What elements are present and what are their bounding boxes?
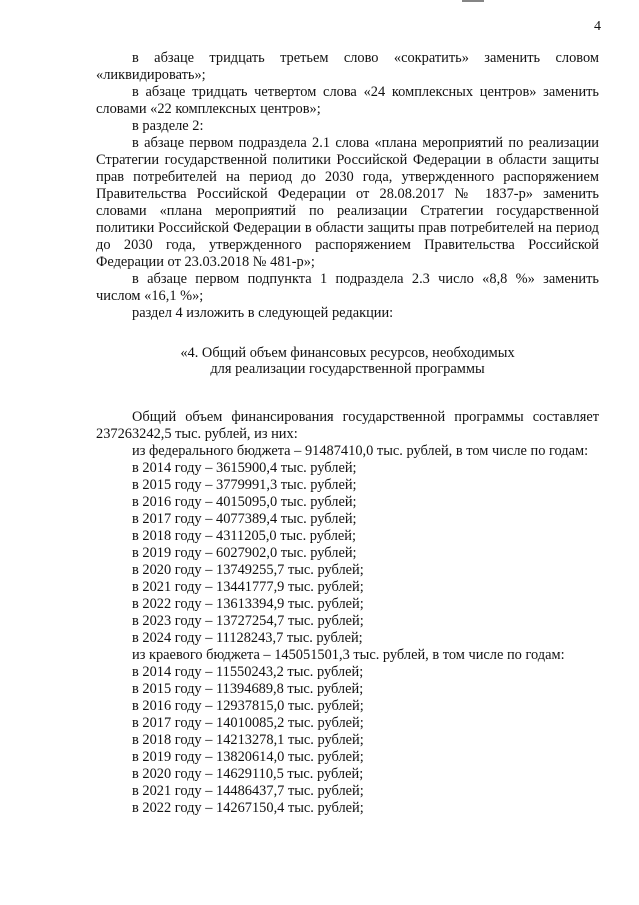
document-body [96,50,599,817]
paragraph: в абзаце тридцать третьем слово «сократить» заменить словом «ликвидировать»; [96,50,599,83]
list-item: в 2014 году – 3615900,4 тыс. рублей; [132,460,357,476]
list-item: в 2017 году – 4077389,4 тыс. рублей; [132,511,357,527]
list-item: в 2019 году – 13820614,0 тыс. рублей; [132,749,364,765]
list-item: в 2024 году – 11128243,7 тыс. рублей; [132,630,363,646]
list-item: в 2015 году – 11394689,8 тыс. рублей; [132,681,364,697]
list-item: в 2017 году – 14010085,2 тыс. рублей; [132,715,364,731]
paragraph: раздел 4 изложить в следующей редакции: [132,305,394,321]
regional-budget-intro: из краевого бюджета – 145051501,3 тыс. рублей, в том числе по годам: [132,647,565,663]
list-item: в 2018 году – 14213278,1 тыс. рублей; [132,732,364,748]
paragraph: в абзаце тридцать четвертом слова «24 комплексных центров» заменить словами «22 комплексных центров»; [96,84,599,117]
paragraph: в разделе 2: [132,118,204,134]
list-item: в 2022 году – 13613394,9 тыс. рублей; [132,596,364,612]
list-item: в 2021 году – 13441777,9 тыс. рублей; [132,579,364,595]
scan-artifact [462,0,484,2]
list-item: в 2019 году – 6027902,0 тыс. рублей; [132,545,357,561]
paragraph: в абзаце первом подраздела 2.1 слова «плана мероприятий по реализации Стратегии государственной политики Российской Федерации в области защиты прав потребителей на период до 2030 года, утвержденного распоряжением Правительства Российской Федерации от 28.08.2017 № 1837-р» заменить словами «плана мероприятий по реализации Стратегии государственной политики Российской Федерации в области защиты прав потребителей на период до 2030 года, утвержденного распоряжением Правительства Российской Федерации от 23.03.2018 № 481-р»; [96,135,599,270]
federal-years-list [96,460,599,647]
paragraph: в абзаце первом подпункта 1 подраздела 2.3 число «8,8 %» заменить числом «16,1 %»; [96,271,599,304]
list-item: в 2020 году – 14629110,5 тыс. рублей; [132,766,364,782]
list-item: в 2022 году – 14267150,4 тыс. рублей; [132,800,364,816]
list-item: в 2020 году – 13749255,7 тыс. рублей; [132,562,364,578]
section-heading [96,345,599,377]
page-number: 4 [594,19,601,34]
regional-years-list [96,664,599,817]
total-funding-paragraph: Общий объем финансирования государственной программы составляет 237263242,5 тыс. рублей, из них: [96,409,599,442]
section-heading-line-2: для реализации государственной программы [210,361,485,377]
list-item: в 2023 году – 13727254,7 тыс. рублей; [132,613,364,629]
list-item: в 2021 году – 14486437,7 тыс. рублей; [132,783,364,799]
list-item: в 2015 году – 3779991,3 тыс. рублей; [132,477,357,493]
list-item: в 2018 году – 4311205,0 тыс. рублей; [132,528,357,544]
list-item: в 2014 году – 11550243,2 тыс. рублей; [132,664,364,680]
list-item: в 2016 году – 4015095,0 тыс. рублей; [132,494,357,510]
federal-budget-intro: из федерального бюджета – 91487410,0 тыс. рублей, в том числе по годам: [132,443,589,459]
list-item: в 2016 году – 12937815,0 тыс. рублей; [132,698,364,714]
section-heading-line-1: «4. Общий объем финансовых ресурсов, необходимых [180,345,515,361]
